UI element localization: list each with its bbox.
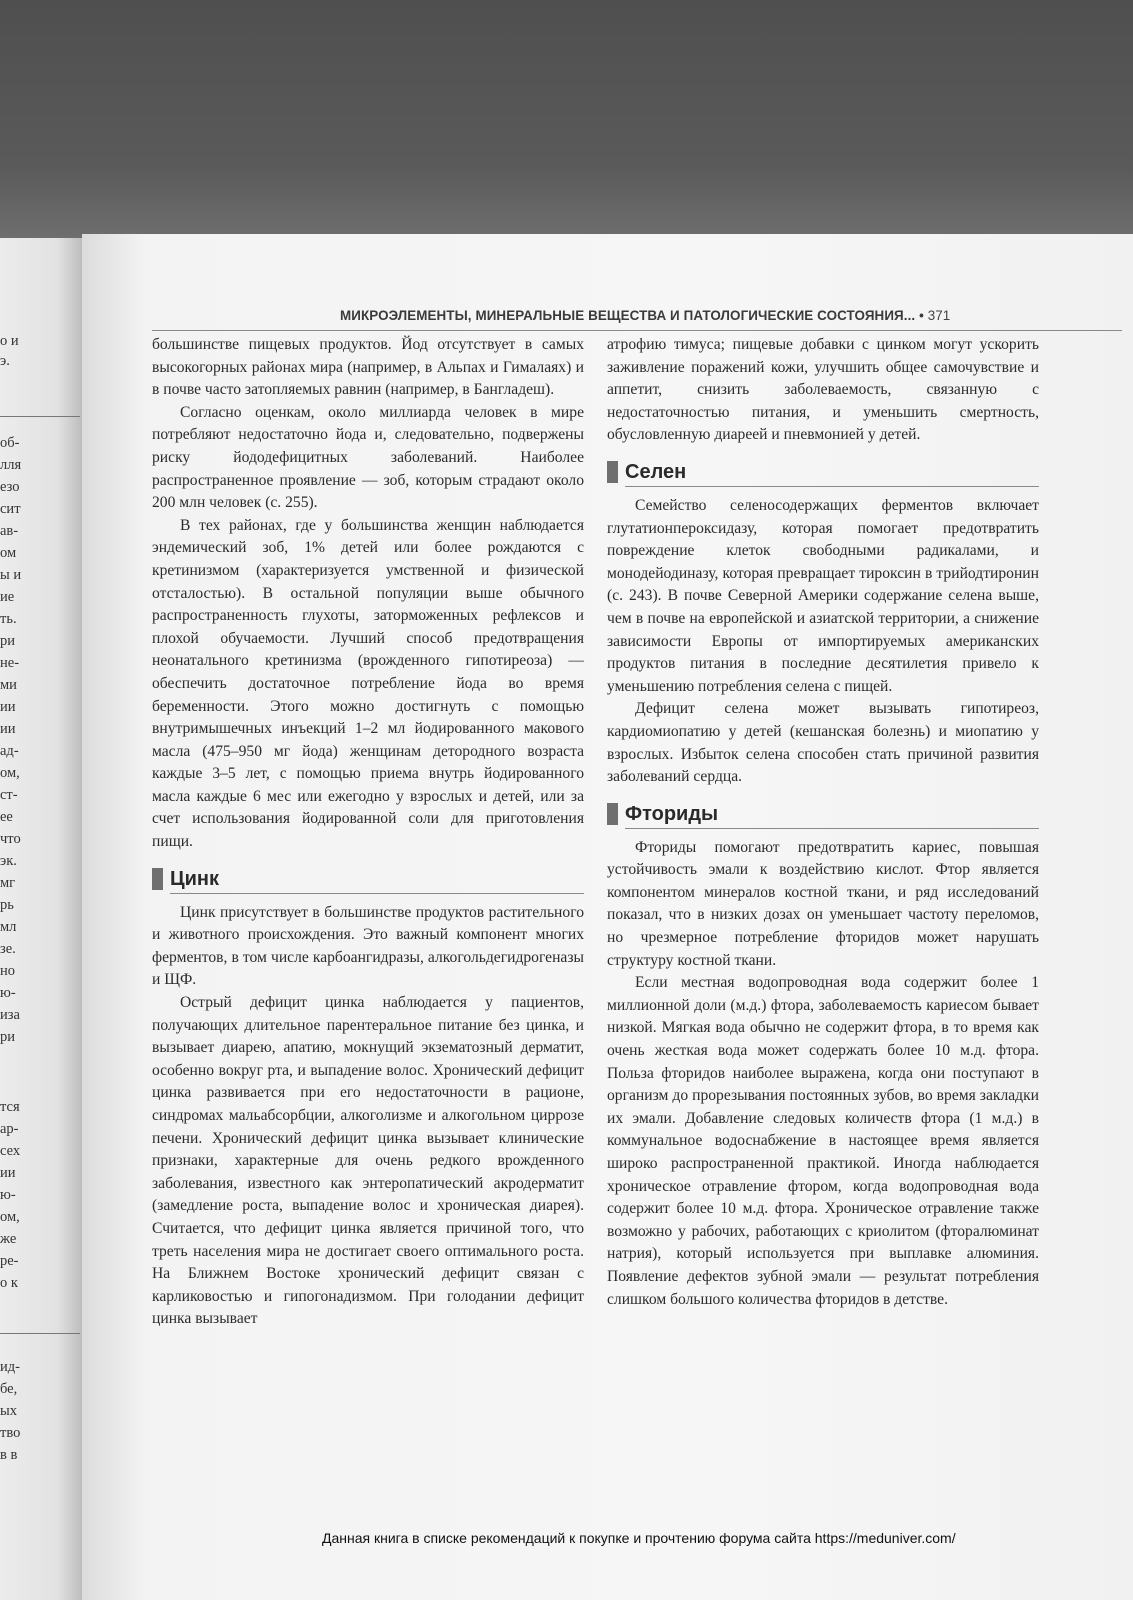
left-page-text-fragment: ре-: [0, 1253, 19, 1269]
left-page-edge: [0, 238, 82, 1600]
left-page-text-fragment: ид-: [0, 1359, 20, 1375]
scan-dark-background: [0, 0, 1133, 238]
running-head-separator: •: [919, 308, 924, 323]
heading-underline: [625, 828, 1039, 829]
left-page-text-fragment: ри: [0, 633, 16, 649]
paragraph: большинстве пищевых продуктов. Йод отсутствует в самых высокогорных районах мира (например, в Альпах и Гималаях) и в почве часто затопляемых равнин (например, в Бангладеш).: [152, 336, 584, 399]
left-page-text-fragment: ри: [0, 1029, 16, 1045]
running-head-title: МИКРОЭЛЕМЕНТЫ, МИНЕРАЛЬНЫЕ ВЕЩЕСТВА И ПАТОЛОГИЧЕСКИЕ СОСТОЯНИЯ...: [340, 308, 916, 323]
left-page-text-fragment: же: [0, 1231, 17, 1247]
left-page-text-fragment: что: [0, 831, 21, 847]
left-page-text-fragment: но: [0, 963, 16, 979]
left-page-rule: [0, 1333, 80, 1334]
left-page-text-fragment: сит: [0, 501, 21, 517]
left-page-text-fragment: э.: [0, 353, 10, 369]
paragraph: Острый дефицит цинка наблюдается у пациентов, получающих длительное парентеральное питание без цинка, и вызывает диарею, апатию, мокнущий экзематозный дерматит, особенно вокруг рта, и выпадение волос. Хронический дефицит цинка развивается при его недостаточности в рационе, синдромах мальабсорбции, алкоголизме и алкогольном циррозе печени. Хронический дефицит цинка вызывает клинические признаки, характерные для очень редкого врожденного заболевания, известного как энтеропатический акродерматит (замедление роста, выпадение волос и хроническая диарея). Считается, что дефицит цинка является причиной того, что треть населения мира не достигает своего оптимального роста. На Ближнем Востоке хронический дефицит связан с карликовостью и гипогонадизмом. При голодании дефицит цинка вызывает: [152, 994, 584, 1328]
paragraph: Цинк присутствует в большинстве продуктов растительного и животного происхождения. Это важный компонент многих ферментов, в том числе карбоангидразы, алкогольдегидрогеназы и ЩФ.: [152, 903, 584, 989]
heading-underline: [170, 893, 584, 894]
section-heading-fluorides: [607, 799, 1039, 829]
paragraph: Если местная водопроводная вода содержит более 1 миллионной доли (м.д.) фтора, заболеваемость кариесом бывает низкой. Мягкая вода обычно не содержит фтора, в то время как очень жесткая вода может содержать более 10 м.д. фтора. Польза фторидов наиболее выражена, когда они поступают в организм до прорезывания постоянных зубов, во время закладки их эмали. Добавление следовых количеств фтора (1 м.д.) в коммунальное водоснабжение в настоящее время является широко распространенной практикой. Иногда наблюдается хроническое отравление фтором, когда водопроводная вода содержит более 10 м.д. фтора. Хроническое отравление также возможно у рабочих, работающих с криолитом (фторалюминат натрия), который используется при выплавке алюминия. Появление дефектов зубной эмали — результат потребления слишком большого количества фторидов в детстве.: [607, 974, 1039, 1308]
book-page: [82, 234, 1133, 1600]
left-page-text-fragment: ии: [0, 699, 16, 715]
left-page-text-fragment: бе,: [0, 1381, 18, 1397]
left-page-text-fragment: ми: [0, 677, 17, 693]
heading-marker: [152, 868, 163, 890]
left-page-text-fragment: иза: [0, 1007, 20, 1023]
left-page-text-fragment: ар-: [0, 1121, 19, 1137]
left-page-text-fragment: ее: [0, 809, 13, 825]
left-page-text-fragment: зе.: [0, 941, 16, 957]
paragraph: Фториды помогают предотвратить кариес, повышая устойчивость эмали к воздействию кислот. Фтор является компонентом минералов костной ткани, и ряд исследований показал, что в низких дозах он уменьшает частоту переломов, но чрезмерное потребление фторидов может нарушать структуру костной ткани.: [607, 838, 1039, 969]
left-page-text-fragment: тво: [0, 1425, 21, 1441]
section-title: Селен: [625, 460, 687, 483]
left-page-text-fragment: ии: [0, 1165, 16, 1181]
heading-marker: [607, 803, 618, 825]
left-page-rule: [0, 416, 80, 417]
left-page-text-fragment: тся: [0, 1099, 20, 1115]
left-page-text-fragment: ом,: [0, 765, 20, 781]
section-heading-zinc: [152, 864, 584, 894]
paragraph: В тех районах, где у большинства женщин наблюдается эндемический зоб, 1% детей или более рождаются с кретинизмом (характеризуется умственной и физической отсталостью). В остальной популяции выше обычного распространенность глухоты, заторможенных рефлексов и плохой обучаемости. Лучший способ предотвращения неонатального кретинизма (врожденного гипотиреоза) — обеспечить достаточное потребление йода во время беременности. Этого можно достигнуть с помощью внутримышечных инъекций 1–2 мл йодированного макового масла (475–950 мг йода) женщинам детородного возраста каждые 3–5 лет, с помощью приема внутрь йодированного масла каждые 6 мес или ежегодно у взрослых и детей, или за счет использования йодированной соли для приготовления пищи.: [152, 516, 584, 851]
left-page-text-fragment: не-: [0, 655, 20, 671]
left-page-text-fragment: лля: [0, 457, 22, 473]
right-text-column: [607, 334, 1039, 1470]
running-head: [340, 308, 1130, 328]
left-page-text-fragment: ом,: [0, 1209, 20, 1225]
left-page-text-fragment: ы и: [0, 567, 22, 583]
heading-marker: [607, 461, 618, 483]
left-page-text-fragment: ых: [0, 1403, 17, 1419]
left-page-text-fragment: ю-: [0, 1187, 16, 1203]
left-page-text-fragment: ст-: [0, 787, 18, 803]
left-page-text-fragment: ом: [0, 545, 17, 561]
left-page-text-fragment: эк.: [0, 853, 17, 869]
left-page-text-fragment: ад-: [0, 743, 19, 759]
paragraph: Согласно оценкам, около миллиарда человек в мире потребляют недостаточно йода и, следовательно, подвержены риску йододефицитных заболеваний. Наиболее распространенное проявление — зоб, которым страдают около 200 млн человек (с. 255).: [152, 403, 584, 512]
left-page-text-fragment: мг: [0, 875, 16, 891]
section-title: Цинк: [170, 867, 219, 890]
left-page-text-fragment: ии: [0, 721, 16, 737]
left-page-text-fragment: мл: [0, 919, 17, 935]
left-page-text-fragment: рь: [0, 897, 14, 913]
left-page-text-fragment: ю-: [0, 985, 16, 1001]
left-page-text-fragment: сех: [0, 1143, 21, 1159]
footer-note: Данная книга в списке рекомендаций к покупке и прочтению форума сайта https://meduniver.com/: [322, 1530, 956, 1546]
section-title: Фториды: [625, 802, 719, 825]
page-number: 371: [927, 308, 951, 323]
section-heading-selenium: [607, 457, 1039, 487]
left-page-text-fragment: ие: [0, 589, 15, 605]
left-text-column: [152, 334, 584, 1470]
left-page-text-fragment: о к: [0, 1275, 18, 1291]
paragraph: атрофию тимуса; пищевые добавки с цинком могут ускорить заживление поражений кожи, улучшить общее самочувствие и аппетит, снизить заболеваемость, связанную с недостаточностью питания, и уменьшить смертность, обусловленную диареей и пневмонией у детей.: [607, 336, 1039, 444]
paragraph: Семейство селеносодержащих ферментов включает глутатионпероксидазу, которая помогает предотвратить повреждение клеток свободными радикалами, и монодейодиназу, которая превращает тироксин в трийодтиронин (с. 243). В почве Северной Америки содержание селена выше, чем в почве на европейской и азиатской территории, а снижение зависимости Европы от импортируемых американских продуктов питания в последние десятилетия привело к уменьшению потребления селена с пищей.: [607, 496, 1039, 695]
left-page-text-fragment: ть.: [0, 611, 17, 627]
left-page-text-fragment: о и: [0, 333, 19, 349]
left-page-text-fragment: ав-: [0, 523, 19, 539]
heading-underline: [625, 486, 1039, 487]
left-page-text-fragment: в в: [0, 1447, 18, 1463]
left-page-text-fragment: езо: [0, 479, 20, 495]
header-rule: [152, 330, 1122, 331]
paragraph: Дефицит селена может вызывать гипотиреоз, кардиомиопатию у детей (кешанская болезнь) и миопатию у взрослых. Избыток селена способен стать причиной развития заболеваний сердца.: [607, 700, 1039, 786]
left-page-text-fragment: об-: [0, 435, 20, 451]
